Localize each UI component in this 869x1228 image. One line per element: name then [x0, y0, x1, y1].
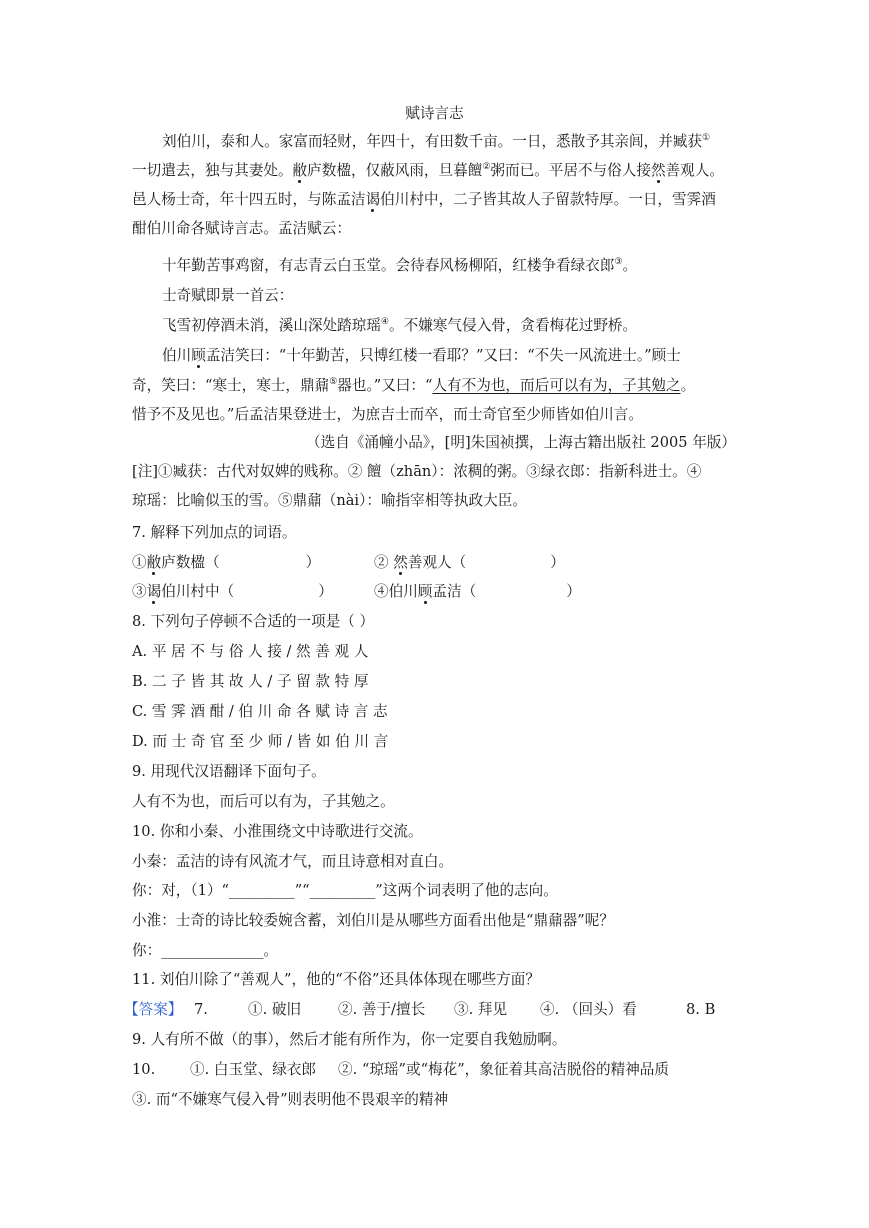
- dotted-word: 敝: [292, 162, 308, 179]
- text-span: 飞雪初停酒未消，溪山深处踏琼瑶: [162, 317, 381, 334]
- dotted-word: 然: [650, 162, 666, 179]
- question-10-stem: 10. 你和小秦、小淮围绕文中诗歌进行交流。: [132, 823, 423, 840]
- q10-line: [132, 881, 558, 901]
- text-span: 庐数楹，仅蔽风雨，旦暮: [307, 162, 468, 179]
- q8-option-d: D. 而 士 奇 官 至 少 师 / 皆 如 伯 川 言: [132, 733, 389, 750]
- q7-item-1: [132, 553, 320, 573]
- q8-option-a: A. 平 居 不 与 俗 人 接 / 然 善 观 人: [132, 643, 369, 660]
- footnote-mark: ③: [614, 257, 623, 267]
- q8-option-c: C. 雪 霁 酒 酣 / 伯 川 命 各 赋 诗 言 志: [132, 703, 388, 720]
- q8-option-b: B. 二 子 皆 其 故 人 / 子 留 款 特 厚: [132, 673, 369, 690]
- text-span: ①: [132, 554, 147, 571]
- answer-q7-1: ①. 破旧: [248, 1001, 302, 1018]
- text-span: 善观人（: [407, 554, 467, 571]
- passage-line: [132, 190, 716, 210]
- answer-q10-3: ③. 而“不嫌寒气侵入骨”则表明他不畏艰辛的精神: [132, 1091, 449, 1108]
- text-span: 伯川村中，二子皆其故人子留款特厚。一日，雪霁酒: [380, 191, 716, 208]
- text-span: 伯川: [162, 347, 192, 364]
- text-span: 。: [680, 377, 696, 394]
- dotted-word: 顾: [417, 583, 433, 600]
- passage-line: [162, 346, 681, 366]
- text-span: 饘: [467, 162, 483, 179]
- q9-sentence: 人有不为也，而后可以有为，子其勉之。: [132, 793, 395, 810]
- dotted-word: 顾: [191, 347, 206, 364]
- text-span: 刘伯川，泰和人。家富而轻财，年四十，有田数千亩。一日，悉散予其亲闾，并臧获: [162, 133, 702, 150]
- dotted-word: 然: [393, 554, 408, 571]
- passage-line: 士奇赋即景一首云：: [162, 287, 294, 304]
- footnote-mark: ④: [380, 317, 389, 327]
- q7-item-2: [374, 553, 565, 573]
- answer-q7-num: 7.: [194, 1001, 208, 1018]
- passage-line: 酣伯川命各赋诗言志。孟洁赋云：: [132, 220, 351, 237]
- text-span: 。: [622, 257, 638, 274]
- answer-q8: 8. B: [686, 1001, 716, 1018]
- text-span: 庐数楹（: [161, 554, 220, 571]
- text-span: 一切遣去，独与其妻处。: [132, 162, 293, 179]
- text-span: ）: [318, 583, 333, 600]
- text-span: ”这两个词表明了他的志向。: [375, 882, 558, 899]
- poem-line: [162, 316, 637, 336]
- text-span: ③: [132, 583, 147, 600]
- text-span: 邑人杨士奇，年十四五时，与陈孟洁: [132, 191, 366, 208]
- answer-q10-1: ①. 白玉堂、绿衣郎: [190, 1061, 317, 1078]
- answer-label: 【答案】: [124, 1001, 183, 1018]
- answer-q10-num: 10.: [132, 1061, 156, 1078]
- q10-line: 小秦：孟洁的诗有风流才气，而且诗意相对直白。: [132, 853, 454, 870]
- text-span: 器也。”又曰：“: [337, 377, 433, 394]
- text-span: 你：对，（1）“: [132, 882, 230, 899]
- answer-q7-2: ②. 善于/擅长: [338, 1001, 426, 1018]
- passage-line: [162, 132, 710, 152]
- dotted-word: 敝: [146, 554, 162, 571]
- fill-blank: _________: [229, 882, 295, 899]
- dotted-word: 谒: [146, 583, 162, 600]
- text-span: 孟洁（: [432, 583, 477, 600]
- source-citation: （选自《涌幢小品》，[明]朱国祯撰，上海古籍出版社 2005 年版）: [306, 434, 736, 451]
- text-span: ④伯川: [374, 583, 418, 600]
- text-span: ②: [374, 554, 394, 571]
- text-span: 伯川村中（: [161, 583, 235, 600]
- answer-q9: 9. 人有所不做（的事），然后才能有所作为，你一定要自我勉励啊。: [132, 1031, 567, 1048]
- fill-blank: ______________: [161, 942, 264, 959]
- q10-line: 小淮：士奇的诗比较委婉含蓄，刘伯川是从哪些方面看出他是“鼎鼐器”呢？: [132, 912, 614, 929]
- passage-line: 惜予不及见也。”后孟洁果登进士，为庶吉士而卒，而士奇官至少师皆如伯川言。: [132, 406, 643, 423]
- question-11-stem: 11. 刘伯川除了“善观人”，他的“不俗”还具体体现在哪些方面？: [132, 971, 540, 988]
- text-span: 。: [263, 942, 278, 959]
- footnote-mark: ⑤: [329, 377, 338, 387]
- poem-line: [162, 256, 637, 276]
- answer-q10-2: ②. “琼瑶”或“梅花”，象征着其高洁脱俗的精神品质: [338, 1061, 669, 1078]
- dotted-word: 谒: [365, 191, 381, 208]
- question-7-stem: 7. 解释下列加点的词语。: [132, 524, 297, 541]
- question-9-stem: 9. 用现代汉语翻译下面句子。: [132, 763, 326, 780]
- passage-title: 赋诗言志: [405, 105, 464, 122]
- passage-line: [132, 376, 695, 396]
- q10-line: [132, 941, 278, 961]
- fill-blank: _________: [309, 882, 376, 899]
- text-span: 善观人。: [665, 162, 724, 179]
- q7-item-4: [374, 582, 581, 602]
- text-span: ）: [550, 554, 565, 571]
- text-span: ”“: [294, 882, 310, 899]
- text-span: ）: [566, 583, 581, 600]
- footnote-mark: ①: [701, 133, 711, 143]
- annotation-line: [注]①臧获：古代对奴婢的贱称。② 饘（zhān）：浓稠的粥。③绿衣郎：指新科进士。④: [132, 463, 702, 480]
- underlined-sentence: 人有不为也，而后可以有为，子其勉之: [432, 377, 681, 394]
- passage-line: [132, 161, 724, 181]
- text-span: 粥而已。平居不与俗人接: [490, 162, 651, 179]
- text-span: 你：: [132, 942, 162, 959]
- answer-q7-3: ③. 拜见: [454, 1001, 508, 1018]
- text-span: 。不嫌寒气侵入骨，贪看梅花过野桥。: [389, 317, 638, 334]
- annotation-line: 琼瑶：比喻似玉的雪。⑤鼎鼐（nài）：喻指宰相等执政大臣。: [132, 492, 527, 509]
- text-span: 奇，笑曰：“寒士，寒士，鼎鼐: [132, 377, 330, 394]
- text-span: ）: [305, 554, 321, 571]
- footnote-mark: ②: [482, 162, 491, 172]
- answer-q7-4: ④. （回头）看: [540, 1001, 637, 1018]
- text-span: 十年勤苦事鸡窗，有志青云白玉堂。会待春风杨柳陌，红楼争看绿衣郎: [162, 257, 615, 274]
- q7-item-3: [132, 582, 333, 602]
- question-8-stem: 8. 下列句子停顿不合适的一项是（ ）: [132, 613, 375, 630]
- text-span: 孟洁笑曰：“十年勤苦，只博红楼一看耶？”又曰：“不失一风流进士。”顾士: [205, 347, 681, 364]
